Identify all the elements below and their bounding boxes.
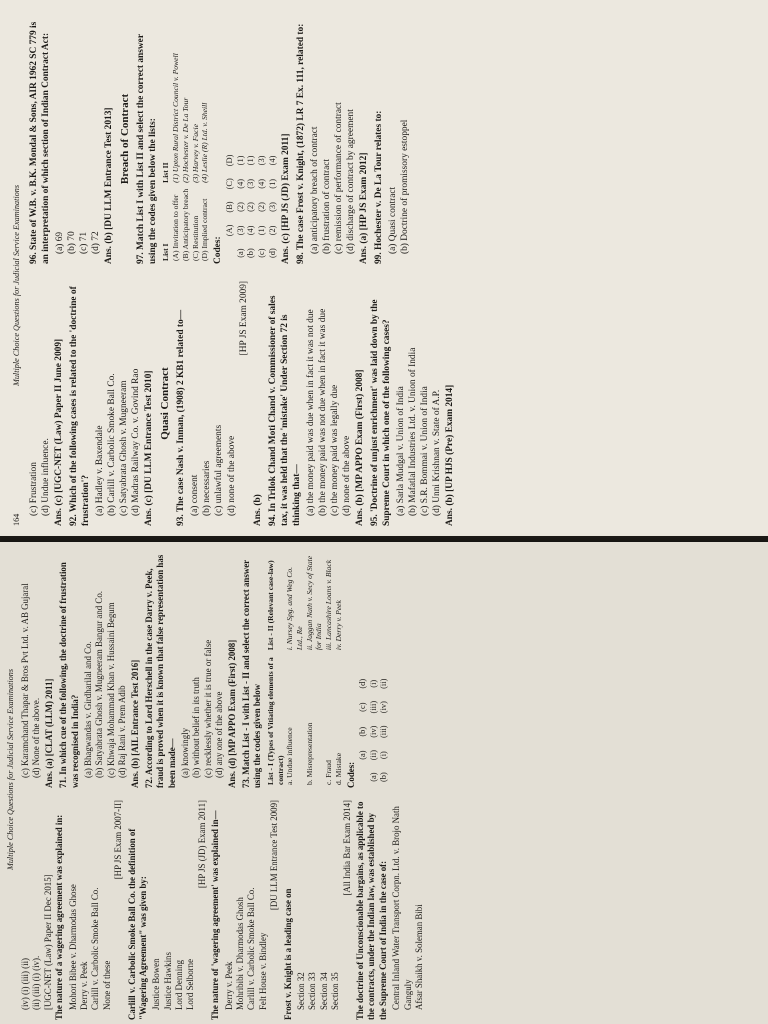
- codes-cell: (d): [267, 248, 277, 258]
- match-row: [305, 550, 324, 788]
- codes-cell: (3): [267, 202, 277, 212]
- source-citation: [DU LLM Entrance Test 2009]: [269, 800, 280, 911]
- option-text: Justice Hawkins: [162, 952, 173, 1010]
- answer-line: Ans. (b) [DU LLM Entrance Test 2013]: [104, 107, 115, 264]
- codes-heading-cell: (d): [357, 678, 367, 689]
- option-text: Justice Bowen: [151, 958, 162, 1010]
- question-text: Frost v. Knight is a leading case on: [282, 888, 293, 1020]
- option-text: (ii) (iii) (i) (iv).: [31, 955, 42, 1010]
- option-text: Section 32: [295, 972, 306, 1010]
- option-text: (a) Bhagwandas v. Girdharilal and Co.: [82, 641, 93, 778]
- option-text: (b) Mafatlal Industries Ltd. v. Union of India: [407, 347, 418, 516]
- codes-cell: (b): [379, 772, 389, 782]
- question-text: 92. Which of the following cases is related to the 'doctrine of frustration'?: [69, 286, 92, 526]
- option-text: Central Inland Water Transport Corpn. Ltd. v. Brojo Nath Ganguly: [391, 806, 413, 1010]
- question-text: 71. In which cue of the following, the doctrine of frustration was recognised in India?: [58, 562, 80, 788]
- list-2-item: iii. Lancashire Loans v. Black: [324, 559, 334, 651]
- codes-heading-cell: [225, 242, 236, 264]
- option-text: (a) knowingly: [180, 727, 191, 778]
- option-text: (a) Quasi contract: [387, 186, 398, 254]
- match-row: [285, 550, 304, 788]
- codes-heading-cell: (b): [357, 726, 367, 737]
- question-text: 96. State of W.B. v. B.K. Mondal & Sons, AIR 1962 SC 779 is an interpretation of which section of Indian Contract Act:: [29, 21, 52, 264]
- codes-cell: (3): [235, 225, 245, 236]
- section-heading: Breach of Contract: [119, 93, 132, 185]
- option-text: [UGC-NET (Law) Paper II Dec 2015]: [42, 874, 53, 1010]
- match-row: [191, 50, 201, 264]
- list-2-heading: List II: [161, 162, 171, 183]
- match-row: [181, 50, 191, 264]
- list-1-item: d. Mistake: [333, 752, 343, 785]
- codes-row: [257, 149, 268, 264]
- option-text: (b) Doctrine of promissory estoppel: [400, 119, 411, 254]
- option-text: (b) Carlill v. Carbolic Smoke Ball Co.: [107, 373, 118, 516]
- option-text: None of these: [101, 960, 112, 1010]
- codes-cell: (1): [267, 178, 277, 189]
- list-2-item: ii. Jaggan Nath v. Secy of State for India: [304, 555, 324, 651]
- codes-row: [268, 149, 279, 264]
- answer-line: Ans. (c) [DU LLM Entrance Test 2010]: [144, 370, 155, 526]
- option-text: (d) any one of the above: [214, 691, 225, 778]
- option-text: (d) Madras Railway Co. v. Govind Rao: [131, 368, 142, 516]
- option-text: (d) none of the above: [341, 435, 352, 516]
- option-text: (d) discharge of contract by agreement: [345, 109, 356, 254]
- option-text: Derry v. Peek: [78, 961, 89, 1010]
- option-text: (iv) (i) (iii) (ii): [20, 958, 30, 1010]
- option-text: Felt House v. Bindley: [257, 932, 268, 1010]
- codes-cell: (ii): [368, 750, 378, 761]
- option-text: (d) none of the above: [226, 435, 237, 516]
- codes-cell: (2): [257, 202, 267, 212]
- option-text: (c) 71: [79, 231, 90, 254]
- match-row: [171, 50, 181, 264]
- right-column-2: [28, 14, 411, 264]
- list-1-item: (A) Invitation to offer: [171, 194, 181, 261]
- codes-heading-cell: (c): [357, 702, 367, 712]
- source-citation: [All India Bar Exam 2014]: [341, 800, 352, 896]
- option-text: (c) Karamchand Thapar & Bros Pvt Ltd. v. AB Gujaral: [20, 583, 30, 778]
- question-text: 93. The case Nash v. Inman, (1908) 2 KB1 related to—: [176, 309, 187, 526]
- list-1-item: (B) Anticipatory breach: [180, 188, 190, 261]
- option-text: Section 35: [330, 972, 341, 1010]
- option-text: (a) Sarla Mudgal v. Union of India: [395, 386, 406, 516]
- codes-heading-cell: (a): [357, 750, 367, 760]
- codes-cell: (1): [235, 155, 245, 166]
- question-text: 73. Match List - I with List - II and select the correct answer using the codes given below: [241, 560, 263, 788]
- option-text: Derry v. Peek: [223, 961, 234, 1010]
- option-text: Carlill v. Carbolic Smoke Ball Co.: [90, 887, 101, 1010]
- option-text: Afsar Shaikh v. Soleman Bibi: [413, 904, 424, 1010]
- codes-cell: (2): [235, 202, 245, 212]
- question-text: The nature of a wagering agreement was explained in:: [54, 814, 65, 1020]
- q97-codes-table: [225, 149, 279, 264]
- list-2-item: (4) Leslie (R) Ltd. v. Sheill: [200, 102, 210, 183]
- list-2-item: (1) Upton Rural District Council v. Powell: [171, 53, 181, 183]
- codes-cell: (2): [267, 225, 277, 236]
- codes-cell: (ii): [379, 678, 389, 689]
- list-1-heading: List I: [161, 243, 171, 261]
- source-citation: [HP JS (JD) Exam 2011]: [196, 800, 207, 889]
- option-text: (c) unlawful agreements: [214, 424, 225, 516]
- codes-heading-cell: (D): [224, 154, 234, 167]
- codes-heading-cell: (B): [224, 201, 234, 213]
- right-column-1: [28, 281, 459, 526]
- page-previous: [0, 542, 768, 1024]
- codes-label: Codes:: [212, 236, 223, 264]
- list-1-item: (D) Implied contract: [200, 198, 210, 261]
- codes-cell: (a): [235, 248, 245, 258]
- answer-line: Ans. (b) [MP APPO Exam (First) 2008]: [354, 369, 365, 526]
- answer-line: Ans. (c) [HP JS (JD) Exam 2011]: [280, 133, 291, 264]
- list-2-heading: List - II (Relevant case-law): [265, 560, 275, 651]
- option-text: Carlill v. Carbolic Smoke Ball Co.: [246, 887, 257, 1010]
- list-1-heading: List - I (Types of Vitiating elements of a contract): [265, 657, 285, 785]
- codes-cell: (iv): [368, 725, 378, 738]
- option-text: Section 33: [307, 972, 318, 1010]
- match-row: [200, 50, 210, 264]
- codes-heading-cell: [358, 766, 369, 788]
- list-1-item: b. Misrepresentation: [304, 722, 314, 785]
- left-column-1: [20, 800, 425, 1020]
- option-text: (c) Satyabrata Ghosh v. Mugneeram: [119, 380, 130, 516]
- codes-cell: (i): [368, 679, 378, 688]
- match-row: [324, 550, 334, 788]
- codes-cell: (1): [246, 155, 256, 166]
- codes-cell: (3): [246, 178, 256, 189]
- question-text: The nature of 'wagering agreement' was explained in—: [210, 810, 221, 1020]
- list-2-item: (2) Hochester v. De La Tour: [180, 97, 190, 183]
- answer-line: Ans. (b): [252, 494, 263, 526]
- codes-cell: (iii): [379, 725, 389, 738]
- codes-cell: (3): [257, 155, 267, 166]
- codes-row: [246, 149, 257, 264]
- option-text: Lord Selborne: [185, 958, 196, 1010]
- page-number: 164: [12, 513, 21, 526]
- q73-match-table: [266, 550, 344, 788]
- left-column-2: [20, 550, 391, 788]
- list-1-item: a. Undue influence: [285, 727, 295, 785]
- list-2-item: (3) Harvey v. Facie: [190, 123, 200, 183]
- list-1-item: c. Fraud: [324, 760, 334, 785]
- section-heading: Quasi Contract: [159, 367, 172, 440]
- option-text: (c) Frustration: [29, 462, 39, 516]
- answer-line: Ans. (d) [MP APPO Exam (First) 2008]: [226, 639, 237, 788]
- question-text: Carlill v. Carbolic Smoke Ball Co. the definition of "Wagering Agreement" was given by:: [126, 828, 148, 1020]
- answer-line: Ans. (a) [HP JS Exam 2012]: [358, 152, 369, 264]
- codes-cell: (a): [368, 772, 378, 782]
- answer-line: Ans. (b) [AIL Entrance Test 2016]: [129, 659, 140, 788]
- question-text: 72. According to Lord Herschell in the case Darry v. Peek, fraud is proved when it is known that false representation has been made—: [143, 554, 177, 788]
- option-text: Mohori Bibee v. Dharmodas Ghose: [67, 884, 78, 1010]
- option-text: (c) remission of performance of contract: [333, 102, 344, 254]
- option-text: (c) recklessly whether it is true or false: [202, 639, 213, 778]
- q73-codes-table: [358, 673, 390, 788]
- source-citation: [HP JS Exam 2009]: [238, 281, 249, 356]
- codes-label: Codes:: [345, 761, 356, 788]
- codes-cell: (i): [379, 751, 389, 760]
- option-text: (a) anticipatory breach of contract: [309, 126, 320, 254]
- codes-row: [379, 673, 390, 788]
- q97-match-table: [161, 50, 210, 264]
- question-text: 94. In Trilok Chand Moti Chand v. Commissioner of sales tax, it was held that the 'mistake' Under Section 72 is thinking that—: [267, 295, 302, 526]
- codes-cell: (iii): [368, 700, 378, 714]
- option-text: Lord Denning: [174, 959, 185, 1010]
- match-row: [334, 550, 344, 788]
- question-text: 97. Match List I with List II and select the correct answer using the codes given below the lists:: [136, 34, 159, 264]
- codes-cell: (c): [257, 248, 267, 258]
- option-text: (d) Unni Krishnan v. State of A.P.: [432, 389, 443, 516]
- running-head-left: [6, 550, 18, 870]
- option-text: (b) Satyabrata Ghosh v. Mugneeram Bangur and Co.: [94, 591, 105, 778]
- codes-cell: (1): [257, 225, 267, 236]
- option-text: (a) consent: [190, 474, 201, 516]
- source-citation: [HP JS Exam 2007-II]: [113, 800, 124, 880]
- codes-row: [369, 673, 380, 788]
- option-text: (d) Undue influence.: [41, 438, 52, 516]
- codes-cell: (iv): [379, 701, 389, 714]
- answer-line: Ans. (a) [CLAT (LLM) 2011]: [43, 678, 54, 788]
- codes-cell: (4): [246, 225, 256, 236]
- option-text: Section 34: [318, 972, 329, 1010]
- question-text: 98. The case Frost v. Knight, (1872) LR 7 Ex. 111, related to:: [295, 23, 306, 264]
- answer-line: Ans. (c) [UGC-NET (Law) Paper II June 2009]: [54, 338, 65, 526]
- option-text: (c) Khwaja Mohammad Khan v. Hussaini Begum: [105, 602, 116, 778]
- option-text: (b) the money paid was not due when in fact it was due: [317, 308, 328, 516]
- codes-heading-cell: (A): [224, 224, 234, 237]
- option-text: (a) the money paid was due when in fact it was not due: [305, 309, 316, 516]
- right-page-sheet: [14, 16, 754, 526]
- codes-heading-cell: (C): [224, 178, 234, 190]
- running-head-left-text: Multiple Choice Questions for Judicial Service Examinations: [6, 668, 15, 870]
- left-page-sheet: [6, 550, 750, 1020]
- running-head: [12, 16, 24, 526]
- codes-cell: (4): [257, 178, 267, 189]
- option-text: (d) None of the above.: [31, 697, 42, 778]
- option-text: (b) without belief in its truth: [191, 677, 202, 778]
- option-text: Mohribibi v. Dharmodas Ghosh: [235, 897, 246, 1010]
- list-2-item: i. Nursey Spg. and Weg Co. Ltd., Re: [285, 566, 304, 651]
- answer-line: Ans. (b) [UP HJS (Pre) Exam 2014]: [445, 384, 456, 526]
- option-text: (c) the money paid was legally due: [329, 384, 340, 516]
- option-text: (a) 69: [55, 231, 66, 254]
- option-text: (b) necessaries: [202, 460, 213, 516]
- list-1-item: (C) Restitution: [190, 215, 200, 261]
- codes-row: [236, 149, 247, 264]
- running-head-text: Multiple Choice Questions for Judicial Service Examinations: [12, 184, 21, 386]
- question-text: The doctrine of Unconscionable bargains, as applicable to the contracts, under the Indian law, was established by the Supreme Court of India in the case of:: [354, 801, 388, 1020]
- option-text: (d) 72: [91, 231, 102, 254]
- codes-cell: (4): [235, 178, 245, 189]
- option-text: (b) frustration of contract: [321, 158, 332, 254]
- option-text: (a) Hadley v. Baxendale: [95, 425, 106, 516]
- question-text: 99. Hochester v. De La Tour relates to:: [373, 110, 384, 264]
- codes-cell: (b): [246, 248, 256, 258]
- codes-cell: (4): [267, 155, 277, 166]
- option-text: (c) S.R. Bommai v. Union of India: [419, 386, 430, 516]
- option-text: (d) Raj Rani v. Prem Adib: [117, 685, 128, 778]
- list-2-item: iv. Derry v. Peek: [333, 600, 343, 651]
- question-text: 95. 'Doctrine of unjust enrichment' was laid down by the Supreme Court in which one of the following cases?: [369, 299, 392, 526]
- option-text: (b) 70: [67, 231, 78, 254]
- codes-cell: (2): [246, 202, 256, 212]
